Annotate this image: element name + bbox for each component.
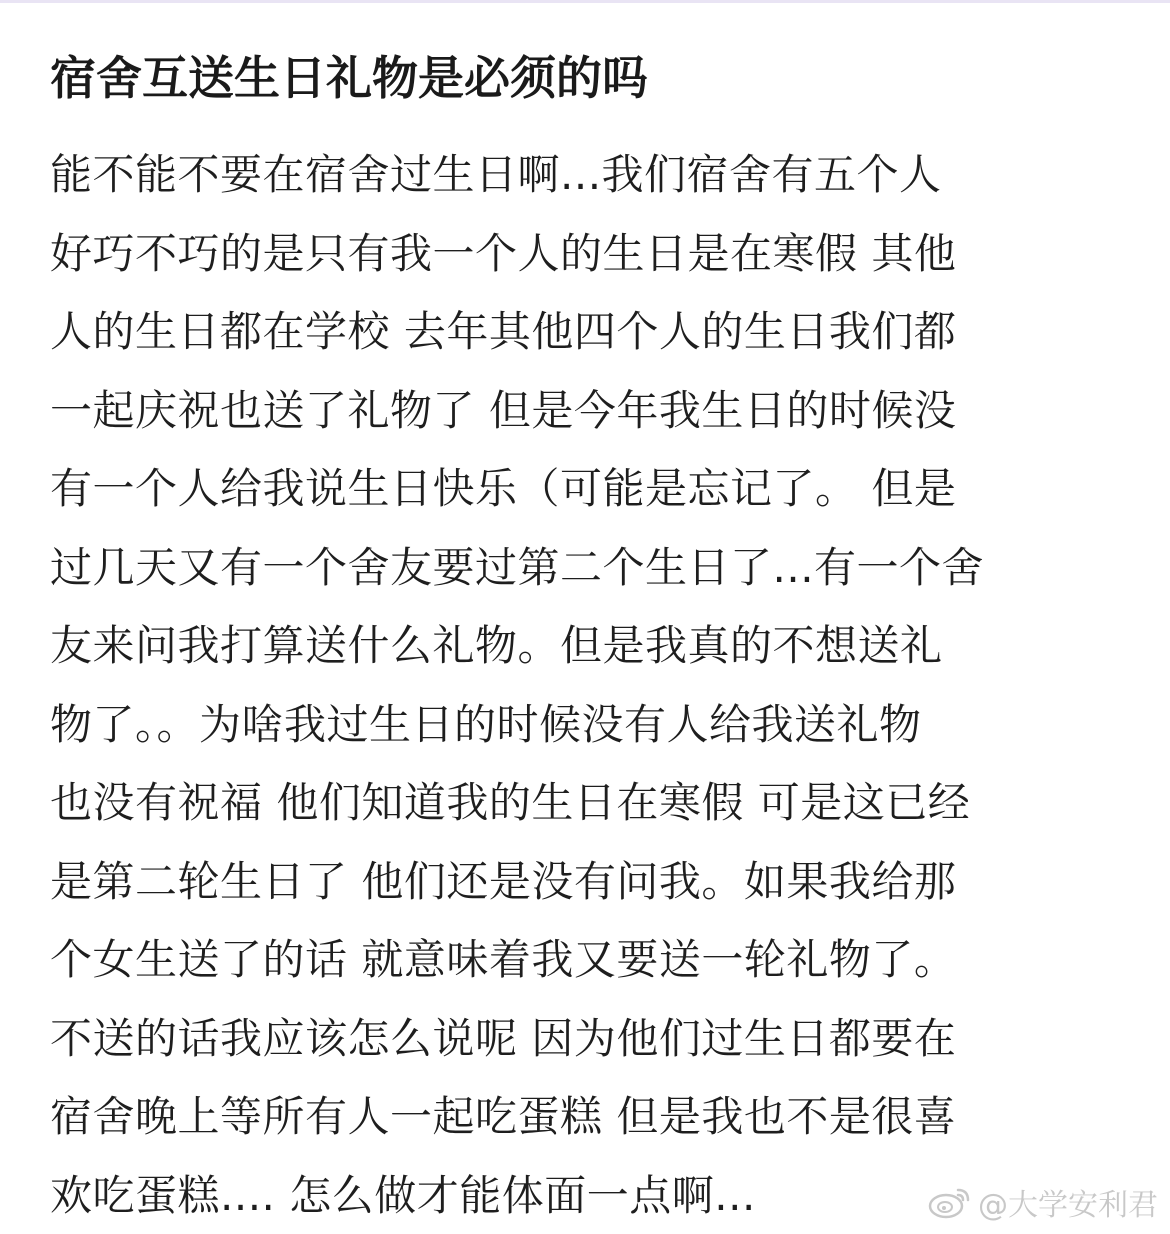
post-title: 宿舍互送生日礼物是必须的吗 — [50, 51, 648, 105]
post-body-line: 友来问我打算送什么礼物。但是我真的不想送礼 — [50, 621, 943, 670]
post-body-line: 一起庆祝也送了礼物了 但是今年我生日的时候没 — [50, 385, 957, 435]
post-card — [50, 40, 1130, 1234]
post-body-line: 个女生送了的话 就意味着我又要送一轮礼物了。 — [50, 935, 957, 984]
post-body-line: 能不能不要在宿舍过生日啊...我们宿舍有五个人 — [50, 150, 942, 199]
post-body-line: 不送的话我应该怎么说呢 因为他们过生日都要在 — [50, 1013, 957, 1063]
post-body-line: 有一个人给我说生日快乐（可能是忘记了。 但是 — [50, 464, 957, 513]
weibo-logo-icon — [928, 1184, 972, 1220]
post-body-line: 物了。。为啥我过生日的时候没有人给我送礼物 — [50, 699, 922, 749]
post-body-line: 好巧不巧的是只有我一个人的生日是在寒假 其他 — [50, 228, 957, 278]
post-body-line: 人的生日都在学校 去年其他四个人的生日我们都 — [50, 307, 957, 356]
post-body-line: 宿舍晚上等所有人一起吃蛋糕 但是我也不是很喜 — [50, 1092, 957, 1141]
top-strip — [0, 0, 1170, 3]
post-body-line: 是第二轮生日了 他们还是没有问我。如果我给那 — [50, 856, 957, 906]
post-body-line: 过几天又有一个舍友要过第二个生日了...有一个舍 — [50, 542, 985, 592]
watermark — [928, 1180, 1158, 1224]
post-body-line: 也没有祝福 他们知道我的生日在寒假 可是这已经 — [50, 778, 971, 827]
post-body — [50, 136, 1130, 1234]
post-body-line: 欢吃蛋糕.... 怎么做才能体面一点啊... — [50, 1170, 756, 1220]
watermark-text: @大学安利君 — [978, 1188, 1158, 1223]
